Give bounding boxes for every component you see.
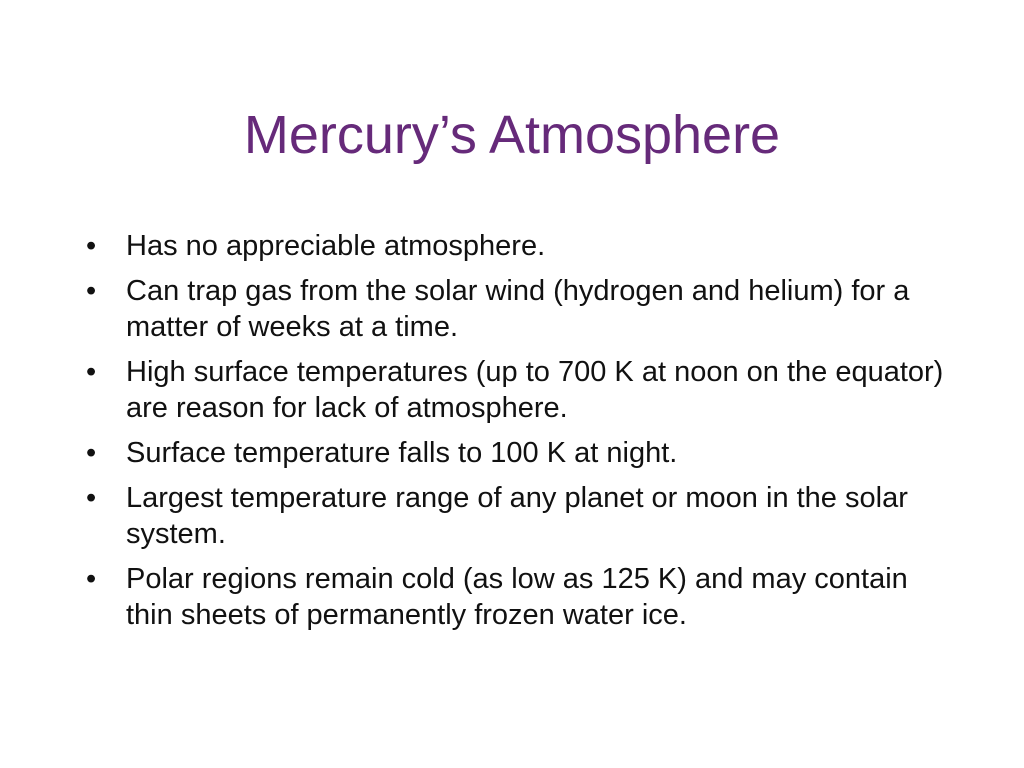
bullet-list <box>86 228 946 642</box>
bullet-item <box>86 480 946 552</box>
bullet-text: Has no appreciable atmosphere. <box>126 230 546 262</box>
slide-title: Mercury’s Atmosphere <box>243 105 781 165</box>
bullet-marker: • <box>86 563 97 595</box>
bullet-text: High surface temperatures (up to 700 K at noon on the equator) are reason for lack of atmosphere. <box>126 356 944 424</box>
bullet-item <box>86 228 946 264</box>
bullet-marker: • <box>86 275 97 307</box>
bullet-item <box>86 273 946 345</box>
bullet-marker: • <box>86 482 97 514</box>
bullet-item <box>86 354 946 426</box>
bullet-marker: • <box>86 437 97 469</box>
bullet-text: Polar regions remain cold (as low as 125 K) and may contain thin sheets of permanently frozen water ice. <box>126 563 908 631</box>
bullet-text: Surface temperature falls to 100 K at night. <box>126 437 678 469</box>
bullet-text: Can trap gas from the solar wind (hydrogen and helium) for a matter of weeks at a time. <box>126 275 910 343</box>
bullet-marker: • <box>86 356 97 388</box>
bullet-item <box>86 435 946 471</box>
bullet-marker: • <box>86 230 97 262</box>
bullet-text: Largest temperature range of any planet or moon in the solar system. <box>126 482 908 550</box>
bullet-item <box>86 561 946 633</box>
